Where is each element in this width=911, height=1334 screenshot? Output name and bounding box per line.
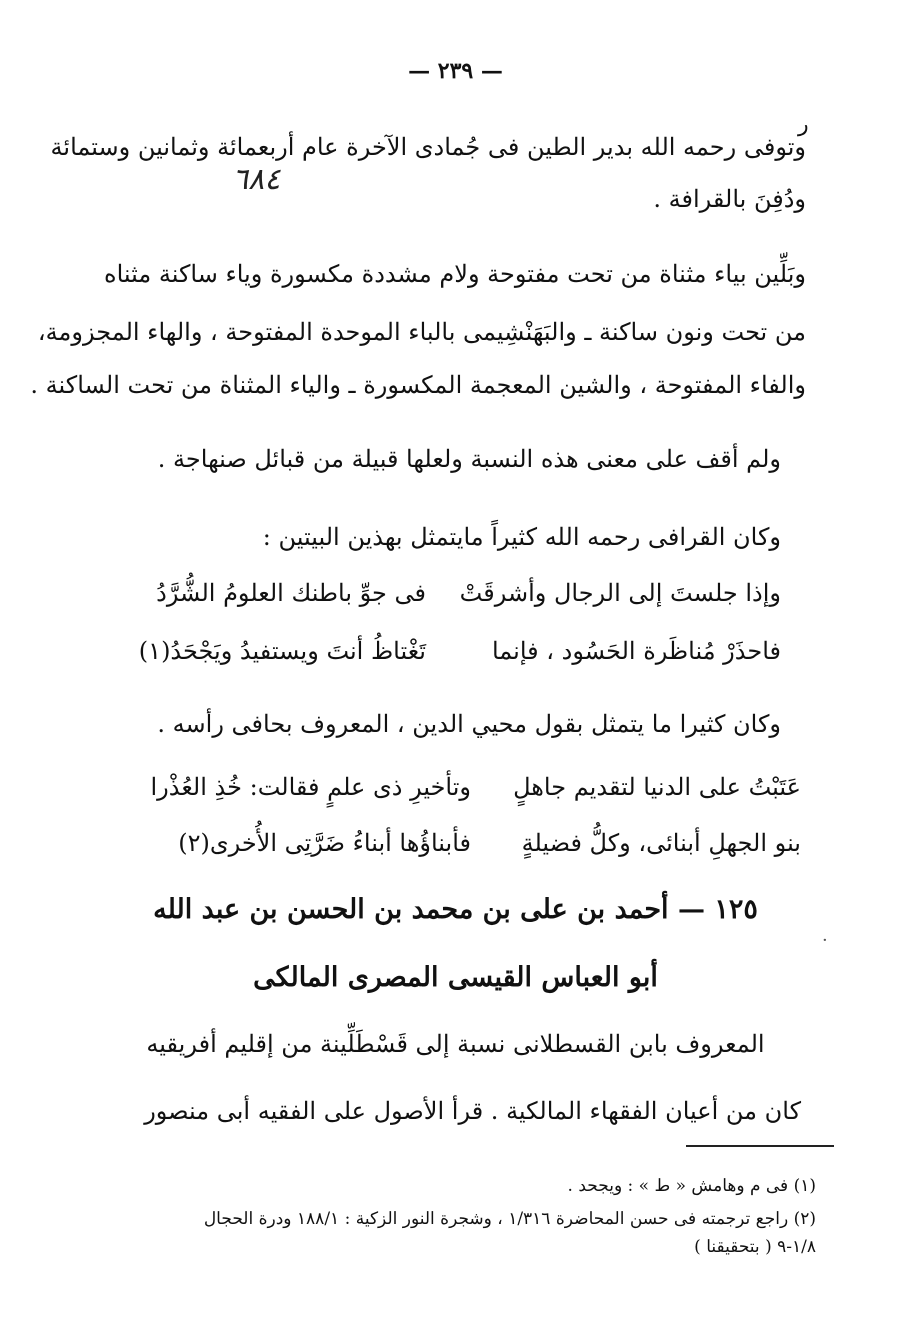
p1-line-2: ودُفِنَ بالقرافة .: [653, 185, 806, 213]
margin-dot: ·: [822, 930, 828, 951]
p5-line-1: وكان كثيرا ما يتمثل بقول محيي الدين ، المعروف بحافى رأسه .: [157, 710, 781, 738]
footnote-2-line-1: (٢) راجع ترجمته فى حسن المحاضرة ١/٣١٦ ، وشجرة النور الزكية : ١٨٨/١ ودرة الحجال: [203, 1209, 816, 1229]
footnote-separator: [686, 1145, 834, 1147]
verse1-hemistich-b: فى جوِّ باطنك العلومُ الشُّرَّدُ: [156, 579, 426, 607]
verse3-hemistich-b: وتأخيرِ ذى علمٍ فقالت: خُذِ العُذْرا: [150, 773, 471, 801]
p4-line-1: وكان القرافى رحمه الله كثيراً مايتمثل بهذين البيتين :: [262, 523, 781, 551]
p1-line-1: وتوفى رحمه الله بدير الطين فى جُمادى الآخرة عام أربعمائة وثمانين وستمائة: [50, 133, 806, 161]
entry-subheading: أبو العباس القيسى المصرى المالكى: [253, 962, 658, 993]
entry-heading: ١٢٥ — أحمد بن على بن محمد بن الحسن بن عبد الله: [153, 894, 758, 925]
p3-line-1: ولم أقف على معنى هذه النسبة ولعلها قبيلة من قبائل صنهاجة .: [157, 445, 781, 473]
margin-mark: ر: [798, 112, 809, 137]
p2-line-1: وبَلِّين بياء مثناة من تحت مفتوحة ولام مشددة مكسورة وياء ساكنة مثناه: [104, 260, 806, 288]
entry-first-line: كان من أعيان الفقهاء المالكية . قرأ الأصول على الفقيه أبى منصور: [144, 1097, 801, 1125]
verse4-hemistich-b: فأبناؤُها أبناءُ ضَرَّتِى الأُخرى(٢): [178, 829, 471, 857]
verse4-hemistich-a: بنو الجهلِ أبنائى، وكلُّ فضيلةٍ: [521, 829, 801, 857]
p2-line-2: من تحت ونون ساكنة ـ والبَهَنْشِيمى بالباء الموحدة المفتوحة ، والهاء المجزومة،: [37, 318, 806, 346]
verse2-hemistich-b: تَغْتاظُ أنتَ ويستفيدُ ويَجْحَدُ(١): [138, 637, 426, 665]
footnote-2-line-2: ١/٨-٩ ( بتحقيقنا ): [694, 1237, 816, 1257]
page-number: — ٢٣٩ —: [408, 58, 503, 84]
verse3-hemistich-a: عَتَبْتُ على الدنيا لتقديم جاهلٍ: [513, 773, 801, 801]
verse1-hemistich-a: وإذا جلستَ إلى الرجال وأشرقَتْ: [459, 579, 781, 607]
p2-line-3: والفاء المفتوحة ، والشين المعجمة المكسورة ـ والياء المثناة من تحت الساكنة .: [30, 371, 806, 399]
entry-known-as: المعروف بابن القسطلانى نسبة إلى قَسْطَلِّينة من إقليم أفريقيه: [146, 1030, 765, 1058]
footnote-1: (١) فى م وهامش « ط » : ويجحد .: [567, 1176, 816, 1196]
handwritten-year: ٦٨٤: [232, 162, 281, 197]
verse2-hemistich-a: فاحذَرْ مُناظَرة الحَسُود ، فإنما: [491, 637, 781, 665]
